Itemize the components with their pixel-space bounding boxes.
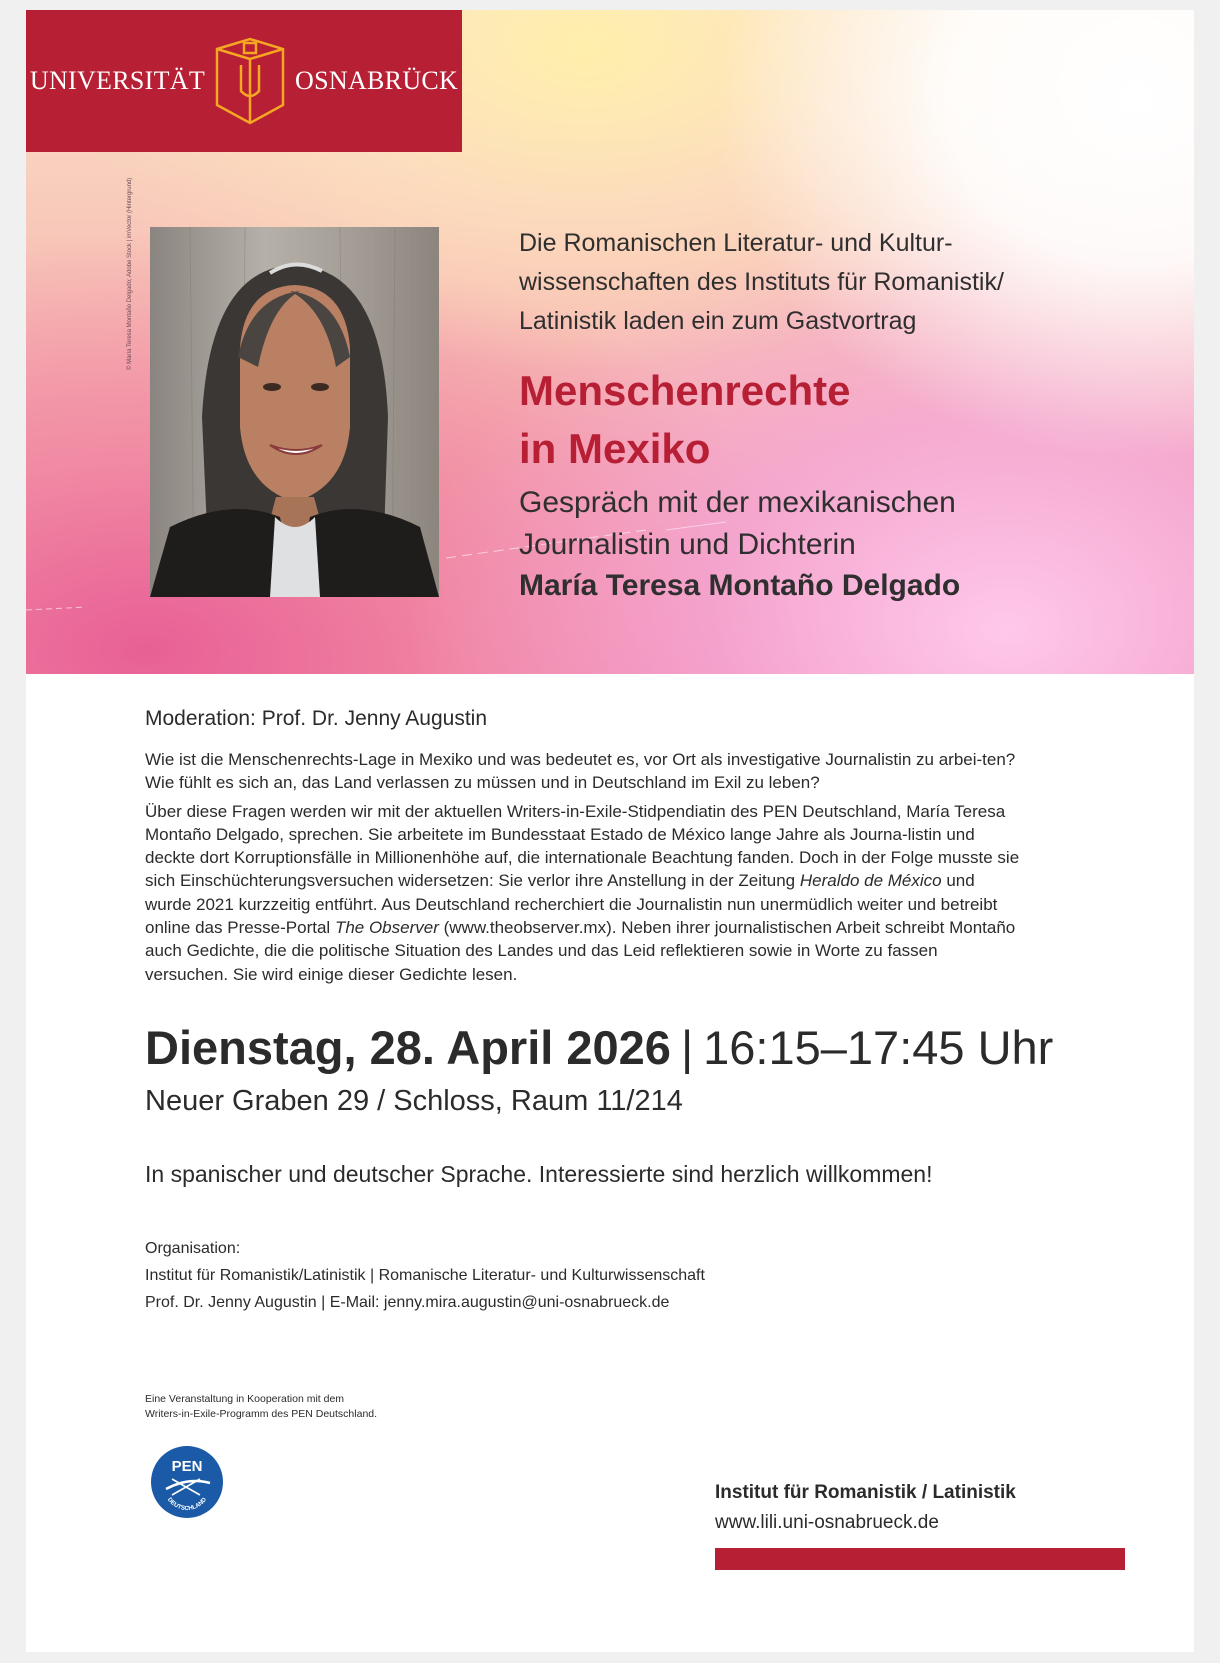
flyer-page xyxy=(26,10,1194,1652)
event-time: 16:15–17:45 Uhr xyxy=(703,1021,1054,1074)
event-date-time xyxy=(145,1020,1053,1075)
speaker-portrait xyxy=(150,227,439,597)
language-note: In spanischer und deutscher Sprache. Interessierte sind herzlich willkommen! xyxy=(145,1161,933,1187)
hero-background xyxy=(26,10,1194,674)
description-segment: (www.theobserver.mx). Neben ihrer journalistischen Arbeit schreibt Montaño auch Gedichte, die die politische Situation des Landes und das Leid reflektieren sowie in Worte zu fassen versuchen. Sie wird einige dieser Gedichte lesen. xyxy=(145,918,1016,984)
portal-name: The Observer xyxy=(334,918,439,938)
subtitle-line: Gespräch mit der mexikanischen xyxy=(519,486,956,519)
moderation-text: Moderation: Prof. Dr. Jenny Augustin xyxy=(145,707,488,730)
university-logo[interactable] xyxy=(26,10,462,152)
logo-text-right: OSNABRÜCK xyxy=(295,66,459,95)
portrait-illustration xyxy=(150,227,439,597)
description-paragraph: Wie ist die Menschenrechts-Lage in Mexiko und was bedeutet es, vor Ort als investigative Journalistin zu arbei-ten? Wie fühlt es sich an, das Land verlassen zu müssen und in Deutschland im Exil zu leben? xyxy=(145,750,1016,793)
pen-logo-bottom-text: DEUTSCHLAND xyxy=(165,1496,209,1513)
date-separator: | xyxy=(680,1021,694,1074)
event-title-line: in Mexiko xyxy=(519,425,711,472)
intro-line: wissenschaften des Instituts für Romanistik/ xyxy=(519,268,1004,296)
photo-credit: © María Teresa Montaño Delgado; Adobe Stock | imVector (Hintergrund) xyxy=(127,177,133,370)
organisation-block xyxy=(145,1235,705,1316)
footer-url-link[interactable]: www.lili.uni-osnabrueck.de xyxy=(715,1512,939,1533)
description-paragraph xyxy=(145,800,1025,986)
cooperation-note xyxy=(145,1392,377,1422)
cooperation-line: Writers-in-Exile-Programm des PEN Deutschland. xyxy=(145,1408,378,1420)
pen-deutschland-logo[interactable] xyxy=(150,1445,224,1519)
subtitle-line: Journalistin und Dichterin xyxy=(519,528,856,561)
cooperation-line: Eine Veranstaltung in Kooperation mit dem xyxy=(145,1393,345,1405)
speaker-name: María Teresa Montaño Delgado xyxy=(519,569,961,602)
university-emblem-icon xyxy=(211,35,289,127)
event-subtitle xyxy=(519,482,1119,566)
intro-text xyxy=(519,224,1079,341)
description-segment: Über diese Fragen werden wir mit der aktuellen Writers-in-Exile-Stidpendiatin des PEN Deutschland, María Teresa Montaño Delgado, sprechen. Sie arbeitete im Bundesstaat Estado de México lange Jahre als Journa-listin und deckte dort Korruptionsfälle in Millionenhöhe auf, die internationale Beachtung fanden. Doch in der Folge musste sie sich Einschüchterungsversuchen widersetzen: Sie verlor ihre Anstellung in der Zeitung xyxy=(145,801,1020,891)
description-text xyxy=(145,748,1025,991)
intro-line: Latinistik laden ein zum Gastvortrag xyxy=(519,307,917,335)
event-date: Dienstag, 28. April 2026 xyxy=(145,1021,671,1074)
event-title-line: Menschenrechte xyxy=(519,367,851,414)
footer-accent-bar xyxy=(715,1548,1125,1570)
footer-institute: Institut für Romanistik / Latinistik xyxy=(715,1482,1016,1503)
pen-logo-top-text: PEN xyxy=(171,1458,203,1475)
description-segment: und wurde 2021 kurzzeitig entführt. Aus Deutschland recherchiert die Journalistin nun unermüdlich weiter und betreibt online das Presse-Portal xyxy=(145,871,998,938)
organisation-label: Organisation: xyxy=(145,1240,241,1257)
logo-text-left: UNIVERSITÄT xyxy=(29,66,206,95)
organisation-contact: Prof. Dr. Jenny Augustin | E-Mail: jenny.mira.augustin@uni-osnabrueck.de xyxy=(145,1294,670,1311)
intro-line: Die Romanischen Literatur- und Kultur- xyxy=(519,229,953,257)
event-location: Neuer Graben 29 / Schloss, Raum 11/214 xyxy=(145,1085,683,1117)
newspaper-name: Heraldo de México xyxy=(799,871,942,891)
event-title xyxy=(519,362,1119,478)
organisation-line: Institut für Romanistik/Latinistik | Romanische Literatur- und Kulturwissenschaft xyxy=(145,1267,705,1284)
